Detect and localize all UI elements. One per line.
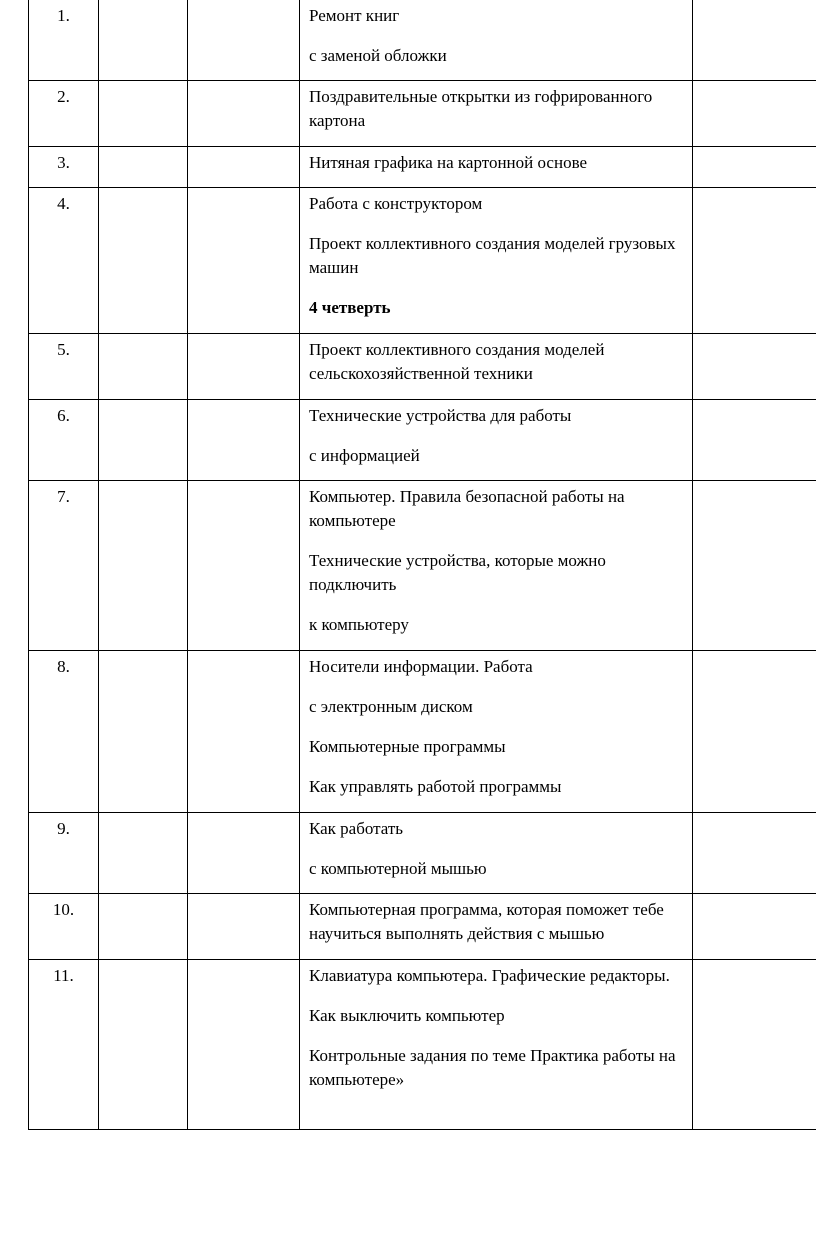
- topic-line: Компьютерная программа, которая поможет тебе научиться выполнять действия с мышью: [309, 900, 664, 943]
- topic-line: с компьютерной мышью: [309, 859, 487, 878]
- topic-cell: [300, 147, 693, 188]
- row-number: 6.: [29, 400, 99, 481]
- topic-line: Нитяная графика на картонной основе: [309, 153, 588, 172]
- table-row: [29, 894, 816, 960]
- topic-cell: [300, 400, 693, 481]
- topic-line: 4 четверть: [309, 298, 391, 317]
- date-fact-cell: [188, 81, 300, 147]
- topic-line: Проект коллективного создания моделей сельскохозяйственной техники: [309, 340, 605, 383]
- topic-line: Технические устройства для работы: [309, 406, 572, 425]
- topic-line: Как управлять работой программы: [309, 777, 562, 796]
- table-row: [29, 334, 816, 400]
- topic-line: Как выключить компьютер: [309, 1006, 505, 1025]
- table-row: [29, 81, 816, 147]
- topic-cell: [300, 0, 693, 81]
- topic-line: Как работать: [309, 819, 404, 838]
- note-cell: [693, 147, 816, 188]
- row-number: 5.: [29, 334, 99, 400]
- row-number: 1.: [29, 0, 99, 81]
- row-number: 3.: [29, 147, 99, 188]
- row-number: 8.: [29, 651, 99, 813]
- date-plan-cell: [99, 894, 188, 960]
- row-number: 7.: [29, 481, 99, 651]
- note-cell: [693, 0, 816, 81]
- row-number: 4.: [29, 188, 99, 334]
- date-plan-cell: [99, 651, 188, 813]
- note-cell: [693, 81, 816, 147]
- table-row: [29, 0, 816, 81]
- date-fact-cell: [188, 334, 300, 400]
- date-fact-cell: [188, 147, 300, 188]
- note-cell: [693, 400, 816, 481]
- date-plan-cell: [99, 813, 188, 894]
- topic-line: Технические устройства, которые можно подключить: [309, 551, 606, 594]
- date-plan-cell: [99, 81, 188, 147]
- note-cell: [693, 813, 816, 894]
- note-cell: [693, 188, 816, 334]
- date-fact-cell: [188, 960, 300, 1130]
- topic-line: Носители информации. Работа: [309, 657, 533, 676]
- note-cell: [693, 894, 816, 960]
- date-fact-cell: [188, 813, 300, 894]
- table-row: [29, 147, 816, 188]
- date-fact-cell: [188, 0, 300, 81]
- date-plan-cell: [99, 147, 188, 188]
- date-plan-cell: [99, 960, 188, 1130]
- table-body: [29, 0, 816, 1130]
- note-cell: [693, 481, 816, 651]
- topic-cell: [300, 894, 693, 960]
- table-row: [29, 813, 816, 894]
- topic-line: Работа с конструктором: [309, 194, 483, 213]
- topic-cell: [300, 334, 693, 400]
- topic-cell: [300, 81, 693, 147]
- note-cell: [693, 651, 816, 813]
- topic-cell: [300, 813, 693, 894]
- date-fact-cell: [188, 651, 300, 813]
- date-plan-cell: [99, 400, 188, 481]
- topic-line: Клавиатура компьютера. Графические редакторы.: [309, 966, 670, 985]
- topic-cell: [300, 651, 693, 813]
- row-number: 11.: [29, 960, 99, 1130]
- note-cell: [693, 960, 816, 1130]
- table-row: [29, 481, 816, 651]
- date-fact-cell: [188, 400, 300, 481]
- date-fact-cell: [188, 894, 300, 960]
- table-row: [29, 651, 816, 813]
- topic-line: Ремонт книг: [309, 6, 400, 25]
- row-number: 10.: [29, 894, 99, 960]
- date-plan-cell: [99, 481, 188, 651]
- table-row: [29, 960, 816, 1130]
- topic-line: Контрольные задания по теме Практика работы на компьютере»: [309, 1046, 676, 1089]
- lesson-plan-table: [28, 0, 816, 1130]
- topic-cell: [300, 960, 693, 1130]
- topic-line: к компьютеру: [309, 615, 409, 634]
- date-fact-cell: [188, 188, 300, 334]
- topic-line: с информацией: [309, 446, 420, 465]
- topic-line: с заменой обложки: [309, 46, 447, 65]
- date-plan-cell: [99, 188, 188, 334]
- date-plan-cell: [99, 334, 188, 400]
- table-row: [29, 400, 816, 481]
- note-cell: [693, 334, 816, 400]
- topic-line: Поздравительные открытки из гофрированного картона: [309, 87, 653, 130]
- table-row: [29, 188, 816, 334]
- date-fact-cell: [188, 481, 300, 651]
- row-number: 9.: [29, 813, 99, 894]
- topic-cell: [300, 481, 693, 651]
- topic-line: Компьютерные программы: [309, 737, 506, 756]
- topic-line: Проект коллективного создания моделей грузовых машин: [309, 234, 676, 277]
- row-number: 2.: [29, 81, 99, 147]
- topic-line: Компьютер. Правила безопасной работы на компьютере: [309, 487, 625, 530]
- date-plan-cell: [99, 0, 188, 81]
- topic-cell: [300, 188, 693, 334]
- topic-line: с электронным диском: [309, 697, 473, 716]
